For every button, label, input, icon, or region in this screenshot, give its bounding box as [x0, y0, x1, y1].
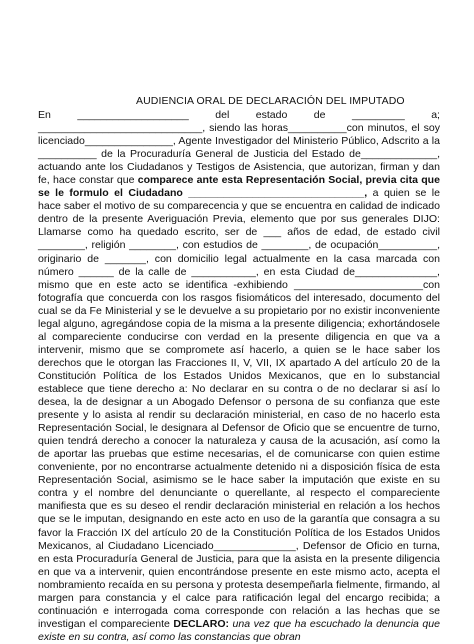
body-bold-declaro: DECLARO: — [173, 617, 230, 630]
document-title: AUDIENCIA ORAL DE DECLARACIÓN DEL IMPUTADO — [136, 95, 405, 107]
body-italic-statement: una vez que ha escuchado la denuncia que existe en su contra, así como las constancias que obran — [38, 617, 440, 643]
body-bold-appearance: comparece ante esta Representación Social, previa cita que se le formulo el Ciudadano ______________________________, — [38, 174, 440, 200]
body-paragraph-main: a quien se le hace saber el motivo de su comparecencia y que se encuentra en calidad de indicado dentro de la presente Averiguación Previa, elemento que por sus generales DIJO: Llamarse como ha quedado escrito, ser de ___ años de edad, de estado civil ________, religión ________, con estudios de ________, de ocupación__________, originario de _______, con domicilio legal actualmente en la casa marcada con número ______ de la calle de ___________, en esta Ciudad de______________, mismo que en este acto se identifica -exhibiendo ______________________con fotografía que concuerda con los rasgos fisiomáticos del interesado, documento del cual se da Fe Ministerial y se le devuelve a su propietario por no existir inconveniente legal alguno, agregándose copia de la misma a la presente diligencia; exhortándosele al compareciente conducirse con verdad en la presente diligencia en que va a intervenir, mismo que se compromete así hacerlo, a quien se le hace saber los derechos que le otorgan las Fracciones II, V, VII, IX apartado A del artículo 20 de la Constitución Política de los Estados Unidos Mexicanos, que en lo substancial establece que tiene derecho a: No declarar en su contra o de no declarar si así lo desea, la de designar a un Abogado Defensor o persona de su confianza que este presente y lo asista al rendir su declaración ministerial, en caso de no hacerlo esta Representación Social, le designara al Defensor de Oficio que se encuentre de turno, quien tendrá derecho a conocer la naturaleza y causa de la acusación, así como la de aportar las pruebas que estime necesarias, el de comunicarse con quien estime conveniente, por no encontrarse actualmente detenido ni a disposición física de esta Representación Social, asimismo se le hace saber la imputación que existe en su contra y el nombre del denunciante o querellante, al respecto el compareciente manifiesta que es su deseo el rendir declaración ministerial en relación a los hechos que se le imputan, designando en este acto en uso de la garantía que consagra a su favor la Fracción IX del artículo 20 de la Constitución Política de los Estados Unidos Mexicanos, al Ciudadano Licenciado______________, Defensor de Oficio en turna, en esta Procuraduría General de Justicia, para que la asista en la presente diligencia en que va a intervenir, quien encontrándose presente en este mismo acto, acepta el nombramiento recaída en su persona y protesta desempeñarla fielmente, firmando, al margen para constancia y el calce para ratificación legal del encargo recibida; a continuación e interrogada coma corresponde con relación a las hechas que se investigan el compareciente — [38, 187, 440, 630]
document-body — [38, 109, 440, 644]
body-paragraph-opening: En ___________________ del estado de _________ a; ____________________________, siendo las horas__________con minutos, el soy licenciado_______________, Agente Investigador del Ministerio Público, Adscrito a la __________ de la Procuraduría General de Justicia del Estado de_____________, actuando ante los Ciudadanos y Testigos de Asistencia, que autorizan, firman y dan fe, hace constar que — [38, 109, 440, 187]
